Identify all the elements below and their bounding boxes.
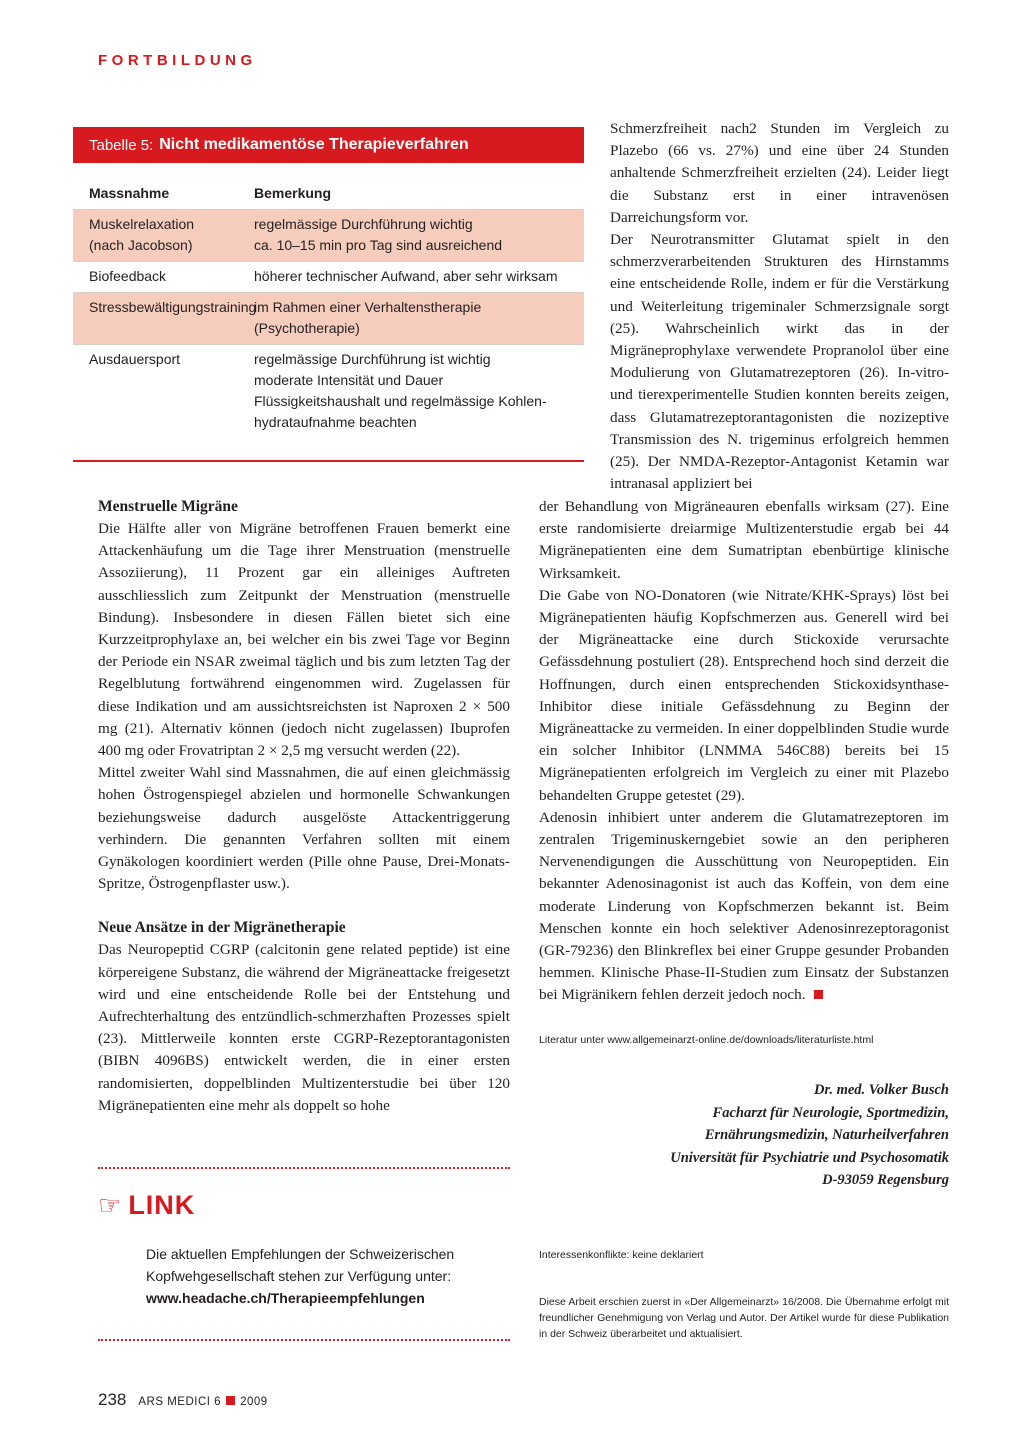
link-text: Kopfwehgesellschaft stehen zur Verfügung unter: xyxy=(146,1268,452,1284)
cell-bemerkung: im Rahmen einer Verhaltenstherapie xyxy=(254,299,482,315)
table-row xyxy=(73,209,584,261)
author-affiliation: Facharzt für Neurologie, Sportmedizin, xyxy=(712,1104,949,1121)
right-column-main xyxy=(539,496,949,1007)
square-separator-icon xyxy=(226,1396,235,1405)
cell-massnahme: Biofeedback xyxy=(89,268,167,284)
table-header xyxy=(73,127,584,163)
cell-bemerkung: höherer technischer Aufwand, aber sehr wirksam xyxy=(254,268,558,284)
table-bottom-rule xyxy=(73,460,584,462)
link-url[interactable]: www.headache.ch/Therapieempfehlungen xyxy=(146,1290,425,1306)
paragraph: Schmerzfreiheit nach2 Stunden im Vergleich zu Plazebo (66 vs. 27%) und eine über 24 Stunden anhaltende Schmerzfreiheit erzielten (24). Leider liegt die Substanz erst in einer intravenösen Darreichungsform vor. xyxy=(610,120,949,226)
column-header-bemerkung: Bemerkung xyxy=(254,185,332,201)
author-name: Dr. med. Volker Busch xyxy=(814,1082,949,1098)
page-footer xyxy=(98,1390,268,1410)
table-row xyxy=(73,261,584,292)
paragraph-text: Adenosin inhibiert unter anderem die Glutamatrezeptoren im zentralen Trigeminuskerngebiet sowie an den peripheren Nervenendigungen die Ausschüttung von Neuropeptiden. Ein bekannter Adenosinagonist ist auch das Koffein, von dem eine moderate Linderung von Kopfschmerzen bekannt ist. Beim Menschen konnte ein hoch selektiver Adenosinrezeptoragonist (GR-79236) den Blinkreflex bei einer Gruppe gesunder Probanden hemmen. Klinische Phase-II-Studien zum Einsatz der Substanzen bei Migränikern fehlen derzeit jedoch noch. xyxy=(539,808,949,1004)
table-label: Tabelle 5: xyxy=(89,136,154,154)
cell-massnahme: Stressbewältigungstraining xyxy=(89,299,257,315)
cell-bemerkung: regelmässige Durchführung ist wichtig xyxy=(254,351,491,367)
paragraph: der Behandlung von Migräneauren ebenfalls wirksam (27). Eine erste randomisierte dreiarmige Multizenterstudie ergab bei 44 Migränepatienten eine dem Sumatriptan ebenbürtige klinische Wirksamkeit. xyxy=(539,498,949,582)
paragraph: Die Gabe von NO-Donatoren (wie Nitrate/KHK-Sprays) löst bei Migränepatienten häufig Kopfschmerzen aus. Generell wird bei der Migräneattacke eine durch Stickoxide verursachte Gefässdehnung postuliert (28). Entsprechend hoch sind derzeit die Hoffnungen, durch einen entsprechenden Stickoxidsynthase-Inhibitor diese initiale Gefässdehnung zu Beginn der Migräneattacke zu vermeiden. In einer doppelblinden Studie wurde ein solcher Inhibitor (LNMMA 546C88) bereits bei 15 Migränepatienten erfolgreich im Vergleich zu einer mit Plazebo behandelten Gruppe getestet (29). xyxy=(539,586,949,804)
left-column-main xyxy=(98,496,510,1117)
paragraph: Mittel zweiter Wahl sind Massnahmen, die auf einen gleichmässig hohen Östrogenspiegel abzielen und hormonelle Schwankungen beziehungsweise dadurch ausgelöste Attackentriggerung verhindern. Die genannten Verfahren sollten mit einem Gynäkologen koordiniert werden (Pille ohne Pause, Drei-Monats-Spritze, Östrogenpflaster usw.). xyxy=(98,764,510,893)
end-of-article-square-icon xyxy=(814,990,823,999)
link-box-body xyxy=(146,1243,510,1309)
cell-bemerkung: (Psychotherapie) xyxy=(254,320,360,336)
cell-bemerkung: moderate Intensität und Dauer xyxy=(254,372,444,388)
paragraph: Die Hälfte aller von Migräne betroffenen Frauen bemerkt eine Attackenhäufung um die Tage ihrer Menstruation (menstruelle Assoziierung), 11 Prozent gar ein alleiniges Auftreten ausschliesslich zum Zeitpunkt der Menstruation (menstruelle Bindung). Insbesondere in diesen Fällen bietet sich eine Kurzzeitprophylaxe an, bei welcher ein bis zwei Tage vor Beginn der Periode ein NSAR zweimal täglich und bis zum letzten Tag der Regelblutung fortwährend eingenommen wird. Zugelassen für diese Indikation und am aussichtsreichsten ist Naproxen 2 × 500 mg (21). Alternativ können (jedoch nicht zugelassen) Ibuprofen 400 mg oder Frovatriptan 2 × 2,5 mg versucht werden (22). xyxy=(98,520,510,760)
paragraph-last xyxy=(539,807,949,1007)
cell-bemerkung: ca. 10–15 min pro Tag sind ausreichend xyxy=(254,237,503,253)
table-column-headers xyxy=(73,173,584,209)
author-affiliation: Universität für Psychiatrie und Psychosomatik xyxy=(670,1149,949,1166)
link-title-text: LINK xyxy=(128,1190,196,1220)
author-affiliation: Ernährungsmedizin, Naturheilverfahren xyxy=(704,1127,949,1143)
publication-note: Diese Arbeit erschien zuerst in «Der Allgemeinarzt» 16/2008. Die Übernahme erfolgt mit freundlicher Genehmigung von Verlag und Autor. Der Artikel wurde für diese Publikation in der Schweiz überarbeitet und aktualisiert. xyxy=(539,1296,949,1340)
journal-name: ARS MEDICI 6 xyxy=(138,1396,222,1408)
author-block xyxy=(560,1079,949,1192)
table-row xyxy=(73,344,584,438)
cell-massnahme: Ausdauersport xyxy=(89,351,181,367)
journal-year: 2009 xyxy=(240,1396,268,1408)
section-label: FORTBILDUNG xyxy=(98,52,257,69)
conflict-statement: Interessenkonflikte: keine deklariert xyxy=(539,1249,704,1261)
page-number: 238 xyxy=(98,1390,127,1409)
table-row xyxy=(73,292,584,344)
right-column-top xyxy=(610,118,949,495)
therapy-table xyxy=(73,127,584,462)
paragraph: Das Neuropeptid CGRP (calcitonin gene related peptide) ist eine körpereigene Substanz, die während der Migräneattacke freigesetzt wird und eine entscheidende Rolle bei der Entstehung und Aufrechterhaltung des entzündlich-schmerzhaften Prozesses spielt (23). Mittlerweile konnten erste CGRP-Rezeptorantagonisten (BIBN 4096BS) entwickelt werden, die in einer ersten randomisierten, doppelblinden Multizenterstudie bei über 120 Migränepatienten eine mehr als doppelt so hohe xyxy=(98,941,510,1114)
literature-reference: Literatur unter www.allgemeinarzt-online.de/downloads/literaturliste.html xyxy=(539,1034,874,1046)
pointing-hand-icon: ☞ xyxy=(98,1190,123,1220)
heading-menstruelle-migraene: Menstruelle Migräne xyxy=(98,498,238,515)
cell-massnahme: Muskelrelaxation xyxy=(89,216,195,232)
dotted-divider xyxy=(98,1339,510,1341)
author-address: D-93059 Regensburg xyxy=(822,1172,949,1188)
column-header-massnahme: Massnahme xyxy=(89,185,170,201)
cell-massnahme: (nach Jacobson) xyxy=(89,237,193,253)
link-text: Die aktuellen Empfehlungen der Schweizerischen xyxy=(146,1246,455,1262)
cell-bemerkung: Flüssigkeitshaushalt und regelmässige Kohlen- xyxy=(254,393,547,409)
table-title: Nicht medikamentöse Therapieverfahren xyxy=(159,136,469,153)
paragraph: Der Neurotransmitter Glutamat spielt in den schmerzverarbeitenden Strukturen des Hirnstamms eine entscheidende Rolle, indem er für die Verstärkung und Weiterleitung trigeminaler Schmerzsignale sorgt (25). Wahrscheinlich wirkt das in der Migräneprophylaxe verwendete Propranolol über eine Modulierung von Glutamatrezeptoren (26). In-vitro- und tierexperimentelle Studien konnten bereits zeigen, dass Glutamatrezeptorantagonisten die nozizeptive Transmission des N. trigeminus erfolgreich hemmen (25). Der NMDA-Rezeptor-Antagonist Ketamin war intranasal appliziert bei xyxy=(610,231,949,493)
cell-bemerkung: regelmässige Durchführung wichtig xyxy=(254,216,473,232)
heading-neue-ansaetze: Neue Ansätze in der Migränetherapie xyxy=(98,919,346,937)
link-box-title xyxy=(98,1190,195,1221)
cell-bemerkung: hydrataufnahme beachten xyxy=(254,414,417,430)
dotted-divider xyxy=(98,1167,510,1169)
